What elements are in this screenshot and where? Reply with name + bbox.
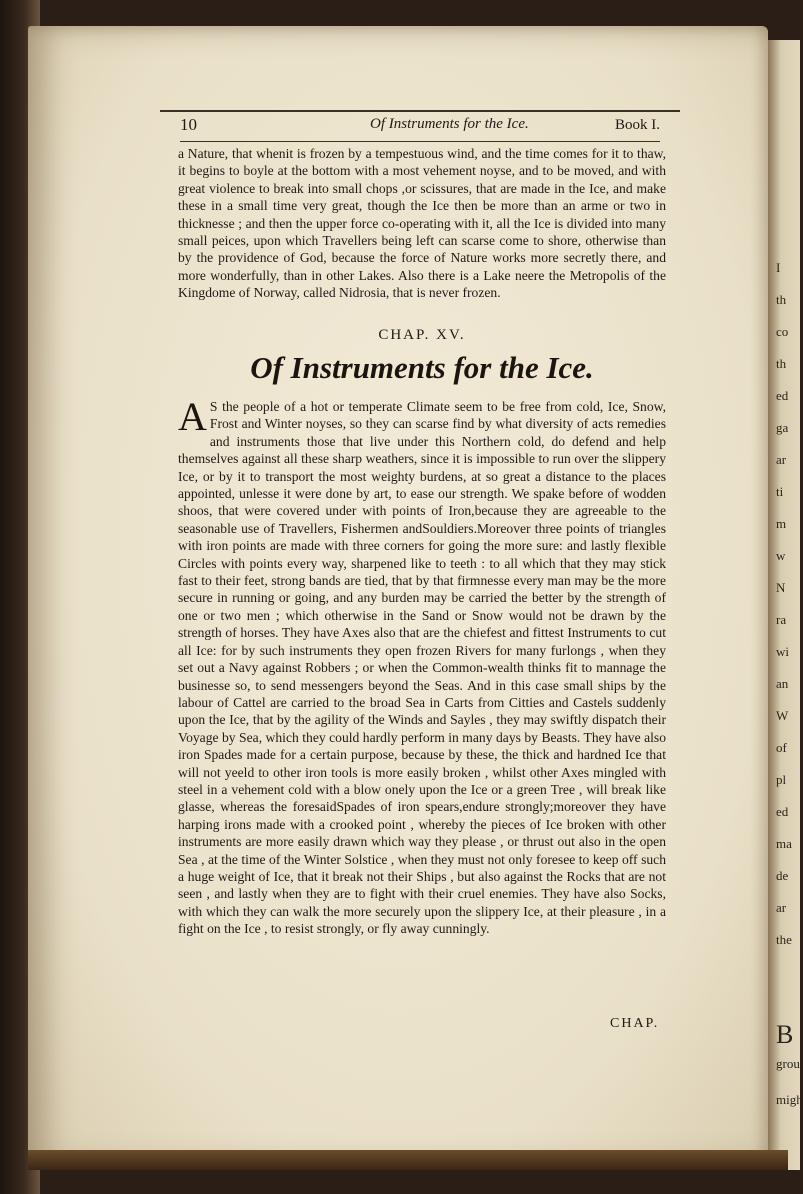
adjacent-page-fragment: the xyxy=(776,932,792,947)
book-bottom-edge xyxy=(28,1150,788,1170)
adjacent-page-fragment: ti xyxy=(776,484,784,499)
adjacent-page-fragment: wi xyxy=(776,644,789,659)
body-paragraph xyxy=(178,394,666,938)
adjacent-page-fragment: pl xyxy=(776,772,787,787)
adjacent-page-fragment: ed xyxy=(776,804,789,819)
adjacent-page-edge xyxy=(768,40,803,1170)
carryover-text: a Nature, that whenit is frozen by a tempestuous wind, and the time comes for it to thaw, it begins to boyle at the bottom with a most vehement noyse, and to be moved, and with great violence to break into small chops ,or scissures, that are made in the Ice, and make these in a small time very great, though the Ice then be more than an arme or two in thicknesse ; and then the upper force co-operating with it, all the Ice is divided into many small peices, upon which Travellers being left can scarse come to shore, otherwise than by the providence of God, because the force of Nature works more secretly there, and more wonderfully, than in other Lakes. Also there is a Lake neere the Metropolis of the Kingdome of Norway, called Nidrosia, that is never frozen. xyxy=(178,146,666,301)
adjacent-page-fragment: B xyxy=(776,1020,794,1049)
page-number: 10 xyxy=(180,115,197,134)
book-label: Book I. xyxy=(615,117,660,133)
adjacent-page-fragment: grou xyxy=(776,1056,800,1071)
adjacent-page-fragment: I xyxy=(776,260,781,275)
adjacent-page-fragment: ar xyxy=(776,900,787,915)
adjacent-page-fragment: of xyxy=(776,740,787,755)
adjacent-page-fragment: migh xyxy=(776,1092,803,1107)
adjacent-page-fragment: ma xyxy=(776,836,792,851)
adjacent-page-fragment: de xyxy=(776,868,789,883)
page-header xyxy=(180,115,660,141)
chapter-body xyxy=(178,394,666,938)
top-rule xyxy=(160,110,680,112)
chapter-number: CHAP. XV. xyxy=(378,327,466,343)
adjacent-page-fragment: w xyxy=(776,548,786,563)
adjacent-page-fragment: W xyxy=(776,708,789,723)
adjacent-page-fragment: an xyxy=(776,676,789,691)
running-title: Of Instruments for the Ice. xyxy=(370,116,529,132)
header-rule xyxy=(180,141,660,142)
catchword: CHAP. xyxy=(610,1016,660,1031)
adjacent-page-fragment: ga xyxy=(776,420,789,435)
adjacent-page-fragment: co xyxy=(776,324,789,339)
adjacent-page-fragment: ar xyxy=(776,452,787,467)
adjacent-page-fragment: ed xyxy=(776,388,789,403)
adjacent-page-fragment: th xyxy=(776,356,787,371)
adjacent-page-fragment: th xyxy=(776,292,787,307)
adjacent-page-fragment: ra xyxy=(776,612,787,627)
carryover-paragraph xyxy=(178,145,666,302)
adjacent-page-fragment: m xyxy=(776,516,787,531)
adjacent-page-fragment: N xyxy=(776,580,786,595)
body-text: S the people of a hot or temperate Climate seem to be free from cold, Ice, Snow, Frost and Winter noyses, so they can scarse find by what diversity of acts remedies and instruments those that live under this Northern cold, do defend and help themselves against all these sharp weathers, since it is impossible to run over the slippery Ice, or by it to transport the most weighty burdens, at so great a distance to the places appointed, unlesse it were done by art, to ease our strength. We spake before of wodden shoos, that were covered under with points of Iron,because they are agreeable to the seasonable use of Travellers, Fishermen andSouldiers.Moreover three points of triangles with iron points are made with three corners for going the more sure: and lastly flexible Circles with points every way, sharpened like to teeth : to all which that they may stick fast to their feet, strong bands are tied, that by that firmnesse every man may be the more secure in running or going, and any burden may be carried the better by the strength of one or two men ; which otherwise in the Sand or Snow would not be drawn by the strength of horses. They have Axes also that are the chiefest and fittest Instruments to cut all Ice: for by such instruments they open frozen Rivers for many furlongs , when they set out a Navy against Robbers ; or when the Common-wealth thinks fit to mannage the businesse so, to send messengers beyond the Seas. And in this case small ships by the labour of Cattel are carried to the broad Sea in Carts from Citties and Castels suddenly upon the Ice, that by the agility of the Winds and Sayles , they may swiftly dispatch their Voyage by Sea, which they could hardly perform in many days by Beasts. They have also iron Spades made for a certain purpose, because by these, the thick and hardned Ice that will not yeeld to other iron tools is more easily broken , whilst other Axes mingled with steel in a vehement cold with a blow onely upon the Ice or a green Tree , will break like glasse, whereas the foresaidSpades of iron spears,endure strongly;moreover they have harping irons made with a crooked point , whereby the pieces of Ice broken with other instruments are more easily drawn which way they please , or thrust out also in the open Sea , at the time of the Winter Solstice , when they must not only foresee to keep off such a huge weight of Ice, that it break not their Ships , but also against the Rocks that are not seen , and lastly when they are to fight with their cruel enemies. They have also Socks, with which they can walk the more securely upon the slippery Ice, at their pleasure , in a fight on the Ice , to resist strongly, or fly away cunningly. xyxy=(178,399,666,937)
drop-cap: A xyxy=(178,394,207,439)
chapter-title: Of Instruments for the Ice. xyxy=(250,350,594,385)
